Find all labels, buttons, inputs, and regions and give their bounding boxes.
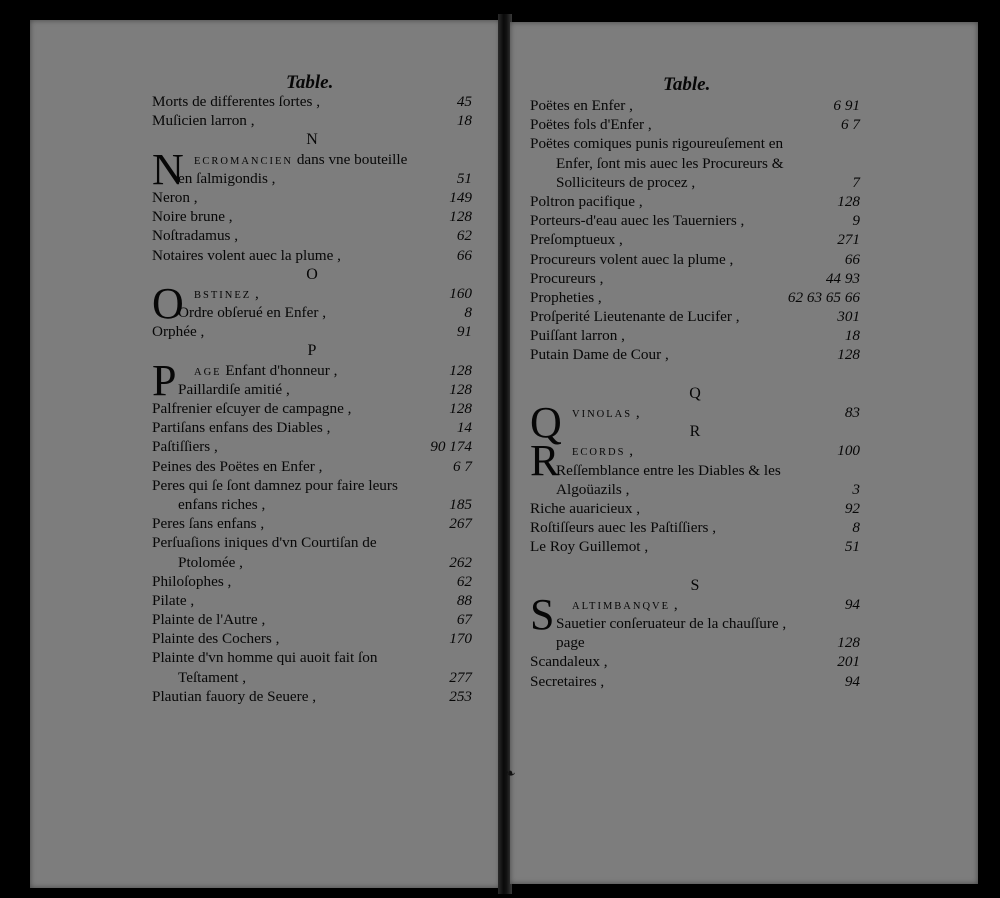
fleuron-icon: ❧ [504, 766, 516, 782]
entry-text: Perſuaſions iniques d'vn Courtiſan de [152, 534, 377, 552]
entry-text: Plainte d'vn homme qui auoit fait ſon [152, 649, 378, 667]
index-entry [152, 437, 472, 456]
drop-cap: S [530, 589, 555, 639]
page-number: 3 [852, 480, 860, 498]
page-number: 62 [456, 227, 472, 245]
page-number: 6 91 [833, 97, 860, 114]
entry-text: Morts de differentes ſortes , [152, 93, 321, 110]
index-entry [530, 537, 860, 556]
page-number: 253 [449, 687, 472, 705]
index-entry [152, 648, 472, 667]
letter-heading-text: Q [689, 384, 701, 402]
index-entry [152, 380, 472, 399]
index-entry [530, 480, 860, 499]
entry-text: dans vne bouteille [293, 150, 408, 168]
page-number: 91 [456, 323, 472, 341]
page-number: 8 [464, 304, 472, 322]
entry-text: Scandaleux , [530, 653, 608, 671]
index-entry [152, 322, 472, 341]
entry-text: Poltron pacifique , [530, 192, 643, 210]
index-list [530, 96, 860, 691]
page-number: 128 [837, 634, 860, 652]
page-number: 149 [449, 188, 472, 206]
index-entry [152, 572, 472, 591]
page-number: 6 7 [841, 116, 860, 134]
entry-text: Plainte de l'Autre , [152, 611, 266, 629]
entry-text: , [625, 442, 634, 460]
entry-text: Solliciteurs de procez , [556, 173, 696, 191]
entry-text: Noire brune , [152, 208, 233, 226]
entry-text: Enfer, ſont mis auec les Procureurs & [556, 154, 784, 172]
entry-text: Preſomptueux , [530, 231, 623, 249]
page-number: 160 [449, 284, 472, 302]
letter-heading-text: S [690, 576, 700, 594]
page-number: 201 [837, 653, 860, 671]
index-entry [152, 553, 472, 572]
index-entry [152, 207, 472, 226]
page-number: 45 [456, 93, 472, 110]
index-entry [152, 514, 472, 533]
entry-text: Pilate , [152, 591, 195, 609]
index-entry [152, 629, 472, 648]
entry-text: Ordre obſerué en Enfer , [178, 304, 327, 322]
page-number: 9 [852, 212, 860, 230]
entry-text: Noſtradamus , [152, 227, 239, 245]
index-entry [530, 398, 860, 447]
index-entry [530, 345, 860, 364]
page-title: Table. [286, 72, 334, 93]
letter-heading [152, 265, 472, 284]
index-entry [530, 269, 860, 288]
page-number: 66 [456, 246, 472, 264]
page-number: 62 [456, 572, 472, 590]
index-entry [530, 326, 860, 345]
page-title: Table. [663, 74, 711, 95]
entry-lead: ALTIMBANQVE [572, 600, 671, 612]
entry-lead: BSTINEZ [194, 289, 252, 301]
page-number: 128 [449, 208, 472, 226]
page-number: 14 [456, 419, 472, 437]
index-entry [530, 134, 860, 153]
index-entry [530, 307, 860, 326]
entry-text: Le Roy Guillemot , [530, 538, 649, 556]
drop-cap: N [152, 144, 184, 194]
index-entry [530, 192, 860, 211]
page-number: 128 [837, 192, 860, 210]
index-entry [530, 96, 860, 115]
letter-heading [530, 422, 860, 441]
index-entry [530, 518, 860, 537]
entry-text: Poëtes comiques punis rigoureuſement en [530, 135, 784, 153]
index-entry [530, 288, 860, 307]
index-entry [152, 610, 472, 629]
letter-heading-text: N [306, 131, 318, 149]
index-entry [530, 652, 860, 671]
page-number: 128 [837, 346, 860, 364]
entry-text: Secretaires , [530, 672, 605, 690]
page-number: 262 [449, 553, 472, 571]
page-number: 128 [449, 400, 472, 417]
page-number: 301 [837, 308, 860, 326]
entry-text: Algoüazils , [556, 480, 630, 498]
page-number: 94 [844, 595, 860, 613]
index-entry [152, 246, 472, 265]
index-entry [152, 226, 472, 245]
drop-cap: Q [530, 398, 562, 447]
entry-text: , [670, 595, 678, 613]
entry-text: Orphée , [152, 323, 205, 341]
entry-text: Peines des Poëtes en Enfer , [152, 457, 323, 475]
index-entry [152, 111, 472, 130]
entry-text: Palfrenier eſcuyer de campagne , [152, 400, 352, 417]
index-entry [152, 457, 472, 476]
entry-text: Sauetier conſeruateur de la chauſſure , [556, 615, 787, 633]
left-page [30, 20, 500, 888]
index-entry [530, 461, 860, 480]
entry-text: Peres qui ſe ſont damnez pour faire leurs [152, 476, 398, 494]
index-entry [152, 687, 472, 706]
index-entry [152, 495, 472, 514]
page-number: 8 [852, 519, 860, 537]
entry-text: Partiſans enfans des Diables , [152, 419, 331, 437]
page-number: 18 [844, 327, 860, 345]
entry-text: Notaires volent auec la plume , [152, 246, 341, 264]
entry-text: Porteurs-d'eau auec les Tauerniers , [530, 212, 745, 230]
index-entry [152, 591, 472, 610]
entry-text: , [251, 284, 259, 302]
index-entry [530, 633, 860, 652]
page-number: 94 [844, 672, 860, 690]
page-number: 128 [449, 361, 472, 379]
index-entry [152, 668, 472, 687]
index-entry [152, 303, 472, 322]
index-entry [152, 476, 472, 495]
page-number: 51 [844, 538, 860, 556]
page-number: 271 [837, 231, 860, 249]
entry-text: Putain Dame de Cour , [530, 346, 669, 364]
entry-text: Puiſſant larron , [530, 327, 625, 345]
index-entry [152, 533, 472, 552]
drop-cap: O [152, 278, 184, 328]
page-number: 83 [844, 404, 860, 421]
index-entry [530, 173, 860, 192]
entry-lead: ECORDS [572, 447, 626, 459]
entry-text: Poëtes fols d'Enfer , [530, 116, 652, 134]
right-page [510, 22, 978, 884]
entry-lead: ECROMANCIEN [194, 155, 294, 167]
entry-text: Plautian fauory de Seuere , [152, 687, 317, 705]
entry-text: Propheties , [530, 288, 602, 306]
page-number: 100 [837, 442, 860, 460]
entry-text: Procureurs , [530, 269, 604, 287]
index-entry [530, 211, 860, 230]
page-number: 66 [844, 250, 860, 268]
spacer [530, 557, 860, 576]
entry-lead: VINOLAS [572, 409, 633, 420]
entry-text: Enfant d'honneur , [221, 361, 338, 379]
index-entry [152, 399, 472, 418]
index-entry [530, 250, 860, 269]
page-number: 62 63 65 66 [787, 288, 860, 306]
index-entry [530, 154, 860, 173]
entry-text: Procureurs volent auec la plume , [530, 250, 734, 268]
index-entry [152, 418, 472, 437]
entry-text: Plainte des Cochers , [152, 630, 280, 648]
drop-cap: R [530, 436, 560, 486]
entry-text: Riche auaricieux , [530, 499, 641, 517]
spacer [530, 365, 860, 384]
page-number: 18 [456, 112, 472, 130]
page-number: 51 [456, 169, 472, 187]
entry-text: Reſſemblance entre les Diables & les [556, 461, 781, 479]
entry-text: page [556, 634, 585, 652]
letter-heading-text: R [689, 423, 701, 441]
page-number: 170 [449, 630, 472, 648]
entry-text: Neron , [152, 188, 198, 206]
index-entry [152, 169, 472, 188]
entry-text: Roſtiſſeurs auec les Paſtiſſiers , [530, 519, 717, 537]
page-number: 267 [449, 515, 472, 533]
letter-heading-text: O [306, 265, 318, 283]
index-list [152, 92, 472, 706]
page-number: 44 93 [825, 269, 860, 287]
index-entry [152, 92, 472, 111]
letter-heading [530, 576, 860, 595]
index-entry [530, 672, 860, 691]
letter-heading [152, 341, 472, 360]
entry-text: Paſtiſſiers , [152, 438, 218, 456]
entry-text: Peres ſans enfans , [152, 515, 265, 533]
page-number: 88 [456, 591, 472, 609]
entry-text: Teſtament , [178, 668, 247, 686]
letter-heading-text: P [307, 342, 317, 360]
page-number: 6 7 [453, 457, 472, 475]
entry-text: Muſicien larron , [152, 112, 255, 130]
index-entry [152, 188, 472, 207]
entry-text: Paillardiſe amitié , [178, 380, 290, 398]
page-number: 185 [449, 495, 472, 513]
letter-heading [530, 384, 860, 403]
page-number: 128 [449, 380, 472, 398]
page-number: 7 [852, 173, 860, 191]
index-entry [530, 614, 860, 633]
page-number: 277 [449, 668, 472, 686]
letter-heading [152, 130, 472, 149]
drop-cap: P [152, 355, 177, 405]
entry-text: , [632, 404, 640, 421]
entry-lead: AGE [194, 366, 222, 378]
entry-text: enfans riches , [178, 495, 266, 513]
page-number: 67 [456, 611, 472, 629]
index-entry [530, 230, 860, 249]
entry-text: en ſalmigondis , [178, 169, 276, 187]
entry-text: Philoſophes , [152, 572, 232, 590]
page-number: 92 [844, 499, 860, 517]
entry-text: Proſperité Lieutenante de Lucifer , [530, 308, 740, 326]
index-entry [530, 499, 860, 518]
index-entry [530, 115, 860, 134]
entry-text: Ptolomée , [178, 553, 243, 571]
page-number: 90 174 [430, 438, 472, 456]
entry-text: Poëtes en Enfer , [530, 97, 633, 114]
